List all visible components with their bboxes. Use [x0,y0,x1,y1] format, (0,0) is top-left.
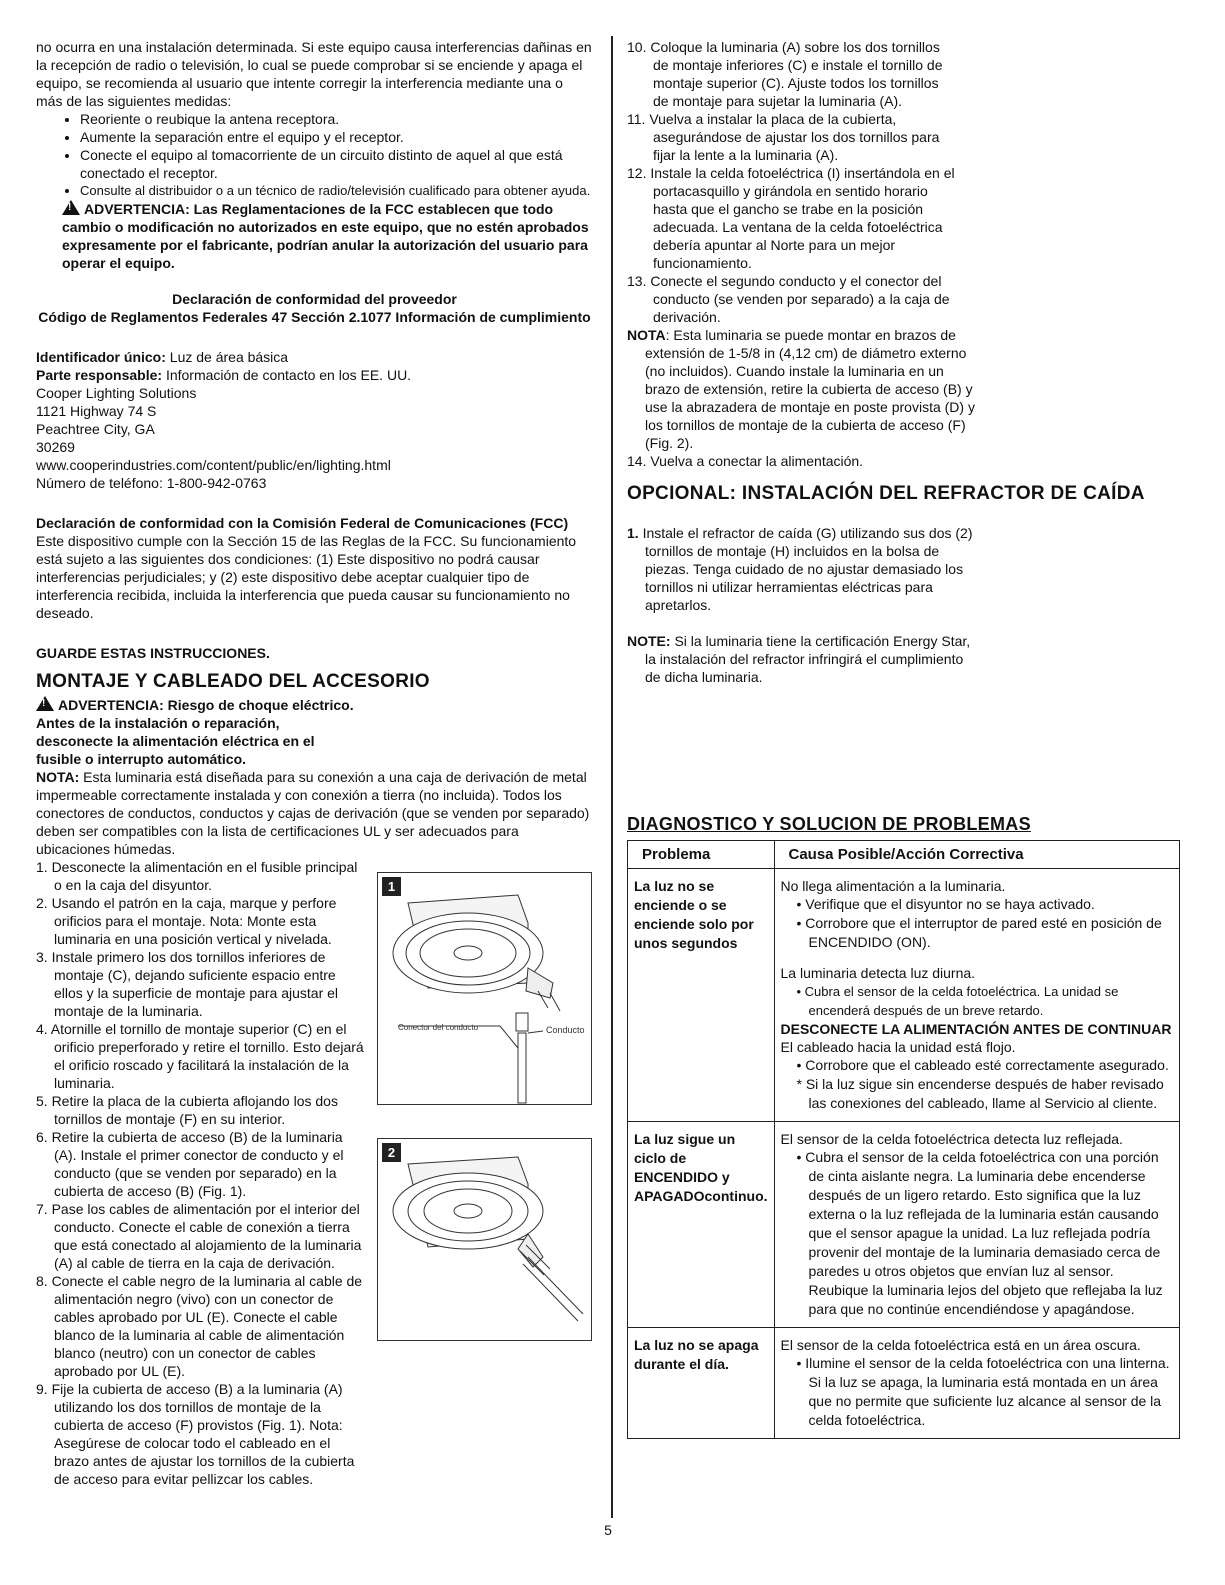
address-line: Peachtree City, GA [36,421,155,437]
list-item: • Reoriente o reubique la antena receptora. [80,110,593,128]
save-instructions: GUARDE ESTAS INSTRUCCIONES. [36,645,270,661]
phone-number: Número de teléfono: 1-800-942-0763 [36,475,267,491]
fcc-warning: !ADVERTENCIA: Las Reglamentaciones de la FCC establecen que todo cambio o modificación no autorizados en este equipo, que no estén aprobados expresamente por el fabricante, podrían anular la autorización del usuario para operar el equipo. [36,200,593,272]
list-item: 13. Conecte el segundo conducto y el conector del conducto (se venden por separado) a la caja de derivación. [627,273,950,325]
figure-label: Conector del conducto [398,1023,479,1032]
company-name: Cooper Lighting Solutions [36,385,197,401]
figure-label: Conducto [546,1025,585,1035]
fcc-declaration-text: Este dispositivo cumple con la Sección 15 de las Reglas de la FCC. Su funcionamiento está sujeto a las siguientes dos condiciones: (1) Este dispositivo no podrá causar interferencias perjudiciales; y (2) este dispositivo debe aceptar cualquier tipo de interferencia recibida, incluida la interferencia que pueda causar su funcionamiento no deseado. [36,533,577,621]
list-item: • Aumente la separación entre el equipo y el receptor. [80,128,593,146]
mounting-note: NOTA: Esta luminaria está diseñada para su conexión a una caja de derivación de metal impermeable correctamente instalada y con conexión a tierra (no incluida). Todos los conectores de conductos, conductos y cajas de derivación (que se venden por separado) deben ser compatibles con la lista de certificaciones UL y ser adecuados para ubicaciones húmedas. [36,769,590,857]
list-item: 8. Conecte el cable negro de la luminaria al cable de alimentación negro (vivo) con un conector de cables aprobado por UL (E). Conecte el cable blanco de la luminaria al cable de alimentación blanco (neutro) con un conector de cables aprobado por UL (E). [36,1273,363,1379]
sdoc-subtitle: Código de Reglamentos Federales 47 Sección 2.1077 Información de cumplimiento [38,309,591,325]
fcc-measures-list [36,110,593,200]
warning-icon [36,696,54,711]
list-item: 10. Coloque la luminaria (A) sobre los dos tornillos de montaje inferiores (C) e instale el tornillo de montaje superior (C). Ajuste todos los tornillos de montaje para sujetar la luminaria (A). [627,39,943,109]
table-header-row [628,841,1180,869]
list-item: 5. Retire la placa de la cubierta aflojando los dos tornillos de montaje (F) en su interior. [36,1093,338,1127]
extension-arm-note: NOTA: Esta luminaria se puede montar en brazos de extensión de 1-5/8 in (4,12 cm) de diámetro externo (no incluidos). Cuando instale la luminaria en un brazo de extensión, retire la cubierta de acceso (B) y use la abrazadera de montaje en poste provista (D) y los tornillos de montaje de la cubierta de acceso (F) (Fig. 2). [627,327,975,451]
luminaire-illustration [378,873,591,1104]
list-item: 14. Vuelva a conectar la alimentación. [627,453,864,469]
column-header: Causa Posible/Acción Correctiva [774,841,1180,869]
table-row [628,869,1180,1122]
list-item: 2. Usando el patrón en la caja, marque y perfore orificios para el montaje. Nota: Monte esta luminaria en una posición vertical y nivelada. [36,895,337,947]
cause-cell: El sensor de la celda fotoeléctrica detecta luz reflejada. • Cubra el sensor de la celda fotoeléctrica con una porción de cinta aislante negra. La luminaria debe encenderse después de un ligero retardo. Esto significa que la luz externa o la luz reflejada de la luminaria están causando que el sensor apague la unidad. La luz reflejada podría provenir del montaje de la luminaria demasiado cerca de paredes u otros objetos que envían luz al sensor. Reubique la luminaria lejos del objeto que reflejaba la luz para que no continúe encendiéndose y apagándose. [774,1122,1180,1328]
problem-cell: La luz no se enciende o se enciende solo por unos segundos [628,869,775,1122]
problem-cell: La luz sigue un ciclo de ENCENDIDO y APAGADOcontinuo. [628,1122,775,1328]
mounting-heading: MONTAJE Y CABLEADO DEL ACCESORIO [36,671,430,692]
column-divider [611,36,613,1518]
list-item: 12. Instale la celda fotoeléctrica (I) insertándola en el portacasquillo y girándola en sentido horario hasta que el gancho se trabe en la posición adecuada. La ventana de la celda fotoeléctrica debería apuntar al Norte para un mejor funcionamiento. [627,165,955,271]
table-row [628,1328,1180,1439]
address-line: 1121 Highway 74 S [36,403,157,419]
list-item: • Consulte al distribuidor o a un técnico de radio/televisión cualificado para obtener ayuda. [80,182,593,200]
cause-cell: No llega alimentación a la luminaria. • Verifique que el disyuntor no se haya activado. • Corrobore que el interruptor de pared esté en posición de ENCENDIDO (ON). La luminaria detecta luz diurna. • Cubra el sensor de la celda fotoeléctrica. La unidad se encenderá después de un breve retardo. DESCONECTE LA ALIMENTACIÓN ANTES DE CONTINUAR El cableado hacia la unidad está flojo. • Corrobore que el cableado esté correctamente asegurado. * Si la luz sigue sin encenderse después de haber revisado las conexiones del cableado, llame al Servicio al cliente. [774,869,1180,1122]
right-column [627,0,1190,1428]
warning-icon [62,200,80,215]
troubleshooting-heading: DIAGNOSTICO Y SOLUCION DE PROBLEMAS [627,814,1031,834]
troubleshooting-table [627,840,1180,1439]
list-item: 9. Fije la cubierta de acceso (B) a la luminaria (A) utilizando los dos tornillos de montaje de la cubierta de acceso (F) provistos (Fig. 1). Nota: Asegúrese de colocar todo el cableado en el brazo antes de ajustar los tornillos de la cubierta de acceso para evitar pellizcar los cables. [36,1381,355,1487]
zip-code: 30269 [36,439,75,455]
optional-heading: OPCIONAL: INSTALACIÓN DEL REFRACTOR DE CAÍDA [627,483,1145,504]
shock-warning: !ADVERTENCIA: Riesgo de choque eléctrico. Antes de la instalación o reparación, desconecte la alimentación eléctrica en el fusible o interrupto automático. [36,696,356,768]
troubleshooting-section [627,812,1187,1439]
problem-cell: La luz no se apaga durante el día. [628,1328,775,1439]
list-item: 11. Vuelva a instalar la placa de la cubierta, asegurándose de ajustar los dos tornillos para fijar la lente a la luminaria (A). [627,111,940,163]
page-number: 5 [604,1522,612,1538]
figure-number: 2 [382,1143,401,1162]
list-item: 1. Desconecte la alimentación en el fusible principal o en la caja del disyuntor. [36,859,358,893]
table-row [628,1122,1180,1328]
figure-2 [377,1138,592,1341]
website-url: www.cooperindustries.com/content/public/en/lighting.html [36,457,391,473]
list-item: • Conecte el equipo al tomacorriente de un circuito distinto de aquel al que está conectado el receptor. [80,146,593,182]
fcc-declaration-title: Declaración de conformidad con la Comisión Federal de Comunicaciones (FCC) [36,515,569,531]
fcc-intro: no ocurra en una instalación determinada. Si este equipo causa interferencias dañinas en la recepción de radio o televisión, lo cual se puede comprobar si se enciende y apaga el equipo, se recomienda al usuario que intente corregir la interferencia mediante una o más de las siguientes medidas: [36,39,592,109]
mounting-steps [36,858,366,1488]
responsible-party: Parte responsable: Información de contacto en los EE. UU. [36,367,412,383]
figure-1 [377,872,592,1105]
list-item: 7. Pase los cables de alimentación por el interior del conducto. Conecte el cable de conexión a tierra que está conectado al alojamiento de la luminaria (A) al cable de tierra en la caja de derivación. [36,1201,362,1271]
figure-number: 1 [382,877,401,896]
energy-star-note: NOTE: Si la luminaria tiene la certificación Energy Star, la instalación del refractor infringirá el cumplimiento de dicha luminaria. [627,633,971,685]
cause-cell: El sensor de la celda fotoeléctrica está en un área oscura. • Ilumine el sensor de la celda fotoeléctrica con una linterna. Si la luz se apaga, la luminaria está montada en un área que no permite que suficiente luz alcance al sensor de la celda fotoeléctrica. [774,1328,1180,1439]
optional-step: 1. Instale el refractor de caída (G) utilizando sus dos (2) tornillos de montaje (H) incluidos en la bolsa de piezas. Tenga cuidado de no ajustar demasiado los tornillos ni utilizar herramientas eléctricas para apretarlos. [627,525,973,613]
luminaire-pole-illustration [378,1139,591,1340]
list-item: 3. Instale primero los dos tornillos inferiores de montaje (C), dejando suficiente espacio entre ellos y la superficie de montaje para ajustar el montaje de la luminaria. [36,949,339,1019]
column-header: Problema [628,841,775,869]
sdoc-title: Declaración de conformidad del proveedor [172,291,457,307]
unique-identifier: Identificador único: Luz de área básica [36,349,289,365]
list-item: 6. Retire la cubierta de acceso (B) de la luminaria (A). Instale el primer conector de conducto y el conducto (que se venden por separado) en la cubierta de acceso (B) (Fig. 1). [36,1129,344,1199]
list-item: 4. Atornille el tornillo de montaje superior (C) en el orificio preperforado y retire el tornillo. Esto dejará el orificio roscado y facilitará la instalación de la luminaria. [36,1021,364,1091]
mounting-steps-continued [627,38,957,326]
